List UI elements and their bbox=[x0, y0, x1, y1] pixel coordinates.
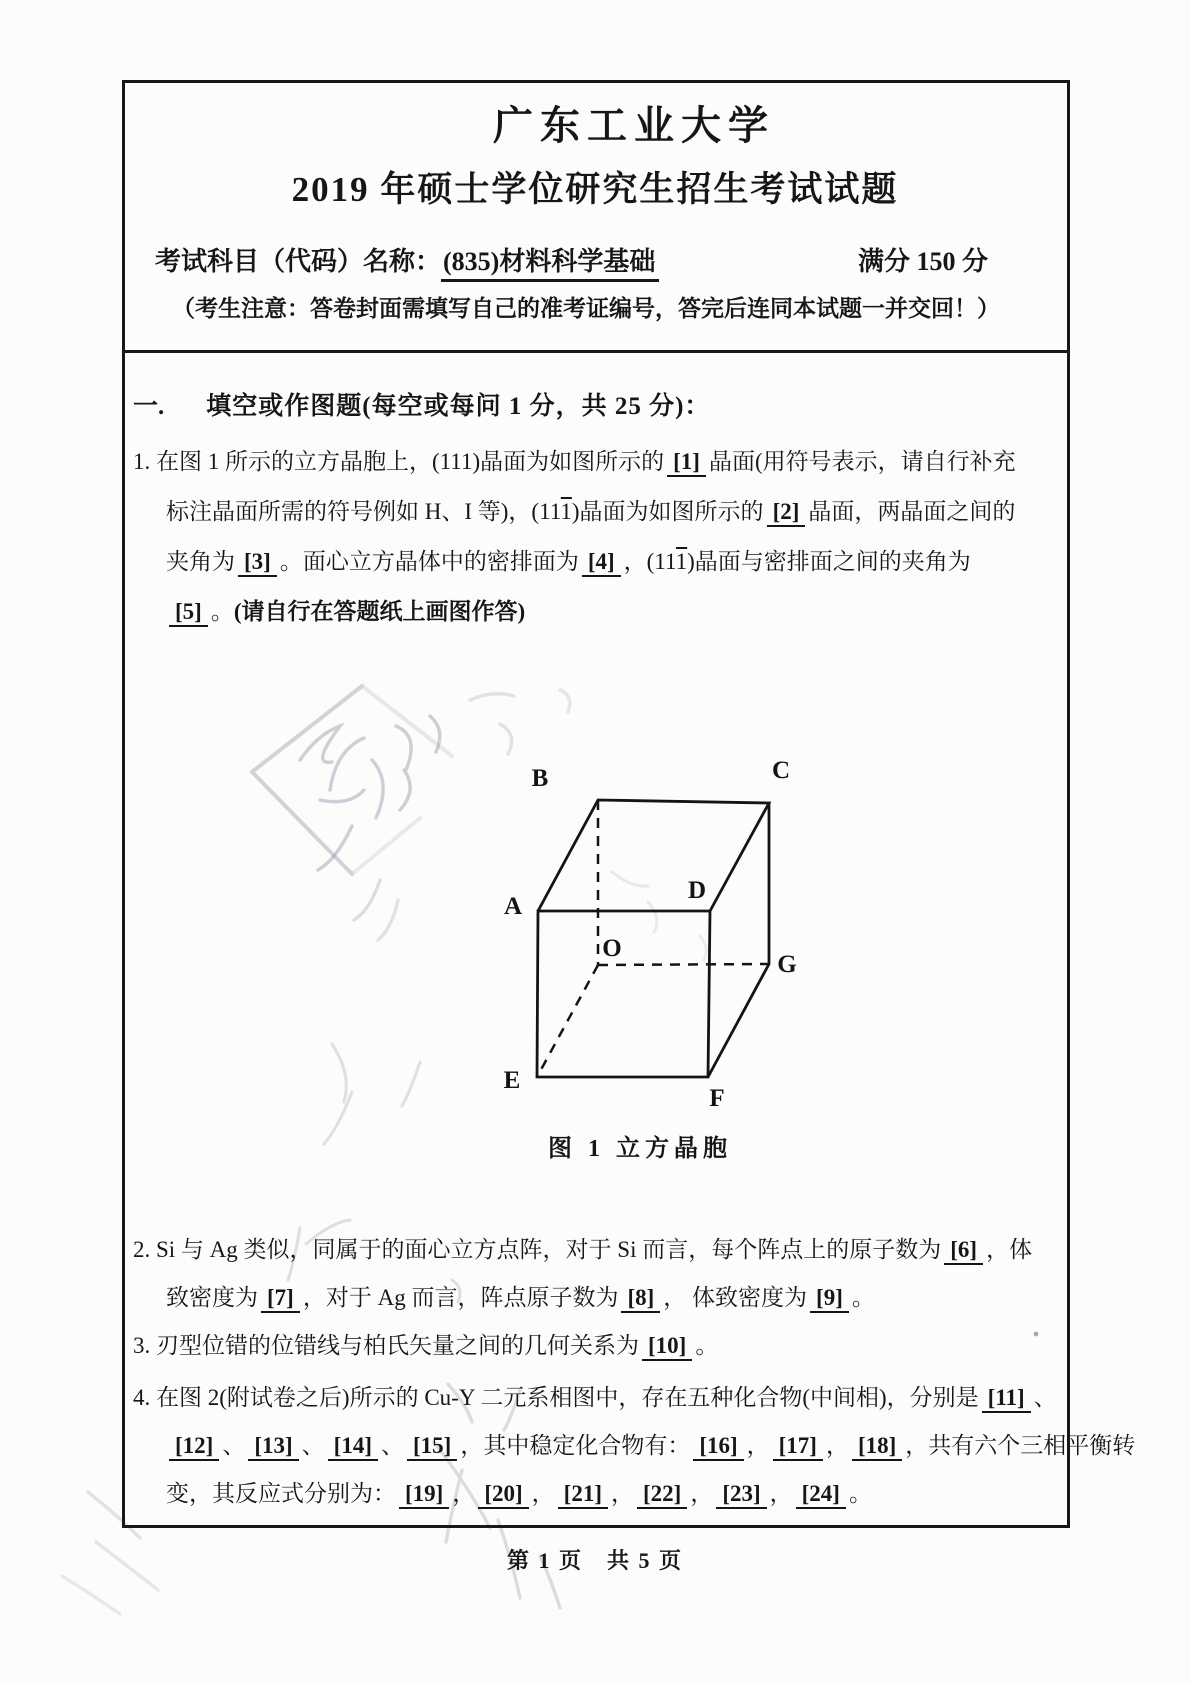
question-text: ， 体致密度为 bbox=[663, 1285, 808, 1310]
answer-blank: [9] bbox=[810, 1285, 849, 1313]
question-line bbox=[133, 1422, 1135, 1470]
question-text: ，体 bbox=[986, 1237, 1033, 1262]
question-text: 晶面，两晶面之间的 bbox=[808, 499, 1016, 524]
question-line bbox=[133, 1274, 1032, 1322]
question-text: 。 bbox=[210, 599, 234, 624]
question-text: 、 bbox=[1033, 1385, 1057, 1410]
overbar-index: 1 bbox=[676, 549, 688, 574]
answer-blank: [3] bbox=[238, 549, 277, 577]
question-2 bbox=[133, 1226, 1032, 1322]
vertex-label-c: C bbox=[771, 757, 791, 784]
bold-note: (请自行在答题纸上画图作答) bbox=[233, 599, 526, 624]
total-score: 满分 150 分 bbox=[858, 247, 989, 276]
question-1 bbox=[133, 437, 1016, 637]
section-number: 一. bbox=[133, 393, 165, 420]
question-line bbox=[133, 587, 1016, 637]
answer-blank: [23] bbox=[716, 1481, 766, 1509]
question-line bbox=[133, 1470, 1135, 1518]
overbar-index: 1 bbox=[560, 499, 572, 524]
answer-blank: [20] bbox=[478, 1481, 528, 1509]
question-text: ，共有六个三相平衡转 bbox=[905, 1433, 1136, 1458]
question-line bbox=[133, 1226, 1032, 1274]
question-line bbox=[133, 487, 1016, 537]
question-text: 。 bbox=[695, 1333, 719, 1358]
answer-blank: [13] bbox=[248, 1433, 298, 1461]
section-1-heading bbox=[133, 386, 710, 422]
page-number: 第 1 页 共 5 页 bbox=[506, 1548, 683, 1573]
question-text: 。 bbox=[848, 1481, 872, 1506]
vertex-label-f: F bbox=[709, 1085, 725, 1110]
question-line bbox=[133, 1374, 1135, 1422]
answer-blank: [21] bbox=[558, 1481, 608, 1509]
question-text: )晶面与密排面之间的夹角为 bbox=[687, 549, 971, 574]
question-text: 标注晶面所需的符号例如 H、I 等)，(11 bbox=[166, 499, 561, 524]
question-text: 、 bbox=[380, 1433, 404, 1458]
question-text: 、 bbox=[222, 1433, 246, 1458]
question-text: )晶面为如图所示的 bbox=[571, 499, 764, 524]
question-text: ， bbox=[531, 1481, 555, 1506]
question-text: 3. 刃型位错的位错线与柏氏矢量之间的几何关系为 bbox=[133, 1333, 639, 1358]
question-text: 致密度为 bbox=[166, 1285, 258, 1310]
answer-blank: [16] bbox=[693, 1433, 743, 1461]
question-text: ， bbox=[746, 1433, 770, 1458]
figure-cubic-unit-cell bbox=[440, 690, 840, 1110]
question-text: ， bbox=[610, 1481, 634, 1506]
question-text: 2. Si 与 Ag 类似，同属于的面心立方点阵，对于 Si 而言，每个阵点上的原子数为 bbox=[133, 1237, 942, 1262]
header-divider-line bbox=[122, 350, 1070, 353]
answer-blank: [18] bbox=[852, 1433, 902, 1461]
university-name: 广东工业大学 bbox=[493, 103, 775, 148]
question-text: 、 bbox=[301, 1433, 325, 1458]
question-3 bbox=[133, 1322, 718, 1370]
answer-blank: [8] bbox=[621, 1285, 660, 1313]
section-title: 填空或作图题(每空或每问 1 分，共 25 分)： bbox=[206, 393, 711, 420]
answer-blank: [7] bbox=[261, 1285, 300, 1313]
question-4 bbox=[133, 1374, 1135, 1518]
question-line bbox=[133, 1322, 718, 1370]
subject-value: (835)材料科学基础 bbox=[441, 247, 659, 282]
vertex-label-o: O bbox=[602, 935, 622, 962]
question-text: ， bbox=[690, 1481, 714, 1506]
answer-blank: [11] bbox=[982, 1385, 1031, 1413]
answer-blank: [4] bbox=[582, 549, 621, 577]
vertex-label-a: A bbox=[503, 893, 523, 920]
answer-blank: [2] bbox=[767, 499, 806, 527]
answer-blank: [5] bbox=[169, 599, 208, 627]
question-text: 4. 在图 2(附试卷之后)所示的 Cu-Y 二元系相图中，存在五种化合物(中间相)，分别是 bbox=[133, 1385, 979, 1410]
question-line bbox=[133, 437, 1016, 487]
answer-blank: [15] bbox=[407, 1433, 457, 1461]
question-text: ， bbox=[769, 1481, 793, 1506]
answer-blank: [22] bbox=[637, 1481, 687, 1509]
question-text: 。 bbox=[851, 1285, 875, 1310]
answer-blank: [12] bbox=[169, 1433, 219, 1461]
vertex-label-b: B bbox=[531, 765, 549, 792]
question-text: 变，其反应式分别为： bbox=[166, 1481, 396, 1506]
question-text: ，对于 Ag 而言，阵点原子数为 bbox=[302, 1285, 619, 1310]
question-text: ， bbox=[452, 1481, 476, 1506]
question-line bbox=[133, 537, 1016, 587]
question-text: 1. 在图 1 所示的立方晶胞上，(111)晶面为如图所示的 bbox=[133, 449, 665, 474]
question-text: ，(11 bbox=[623, 549, 677, 574]
subject-row bbox=[155, 241, 659, 278]
cube-solid-edges bbox=[537, 800, 769, 1077]
answer-blank: [24] bbox=[796, 1481, 846, 1509]
answer-blank: [19] bbox=[399, 1481, 449, 1509]
question-text: 夹角为 bbox=[166, 549, 235, 574]
candidate-notice: （考生注意：答卷封面需填写自己的准考证编号，答完后连同本试题一并交回！） bbox=[172, 296, 1000, 321]
answer-blank: [14] bbox=[328, 1433, 378, 1461]
vertex-label-d: D bbox=[687, 877, 707, 904]
cube-hidden-edges bbox=[537, 800, 769, 1077]
question-text: 。面心立方晶体中的密排面为 bbox=[279, 549, 579, 574]
subject-label: 考试科目（代码）名称： bbox=[155, 247, 442, 276]
answer-blank: [6] bbox=[944, 1237, 983, 1265]
answer-blank: [10] bbox=[642, 1333, 692, 1361]
answer-blank: [1] bbox=[667, 449, 706, 477]
question-text: ，其中稳定化合物有： bbox=[460, 1433, 691, 1458]
vertex-label-e: E bbox=[503, 1067, 521, 1094]
question-text: 晶面(用符号表示，请自行补充 bbox=[708, 449, 1016, 474]
answer-blank: [17] bbox=[773, 1433, 823, 1461]
figure-caption: 图 1 立方晶胞 bbox=[548, 1136, 732, 1162]
exam-title: 2019 年硕士学位研究生招生考试试题 bbox=[291, 170, 899, 209]
vertex-label-g: G bbox=[777, 951, 797, 978]
question-text: ， bbox=[825, 1433, 849, 1458]
